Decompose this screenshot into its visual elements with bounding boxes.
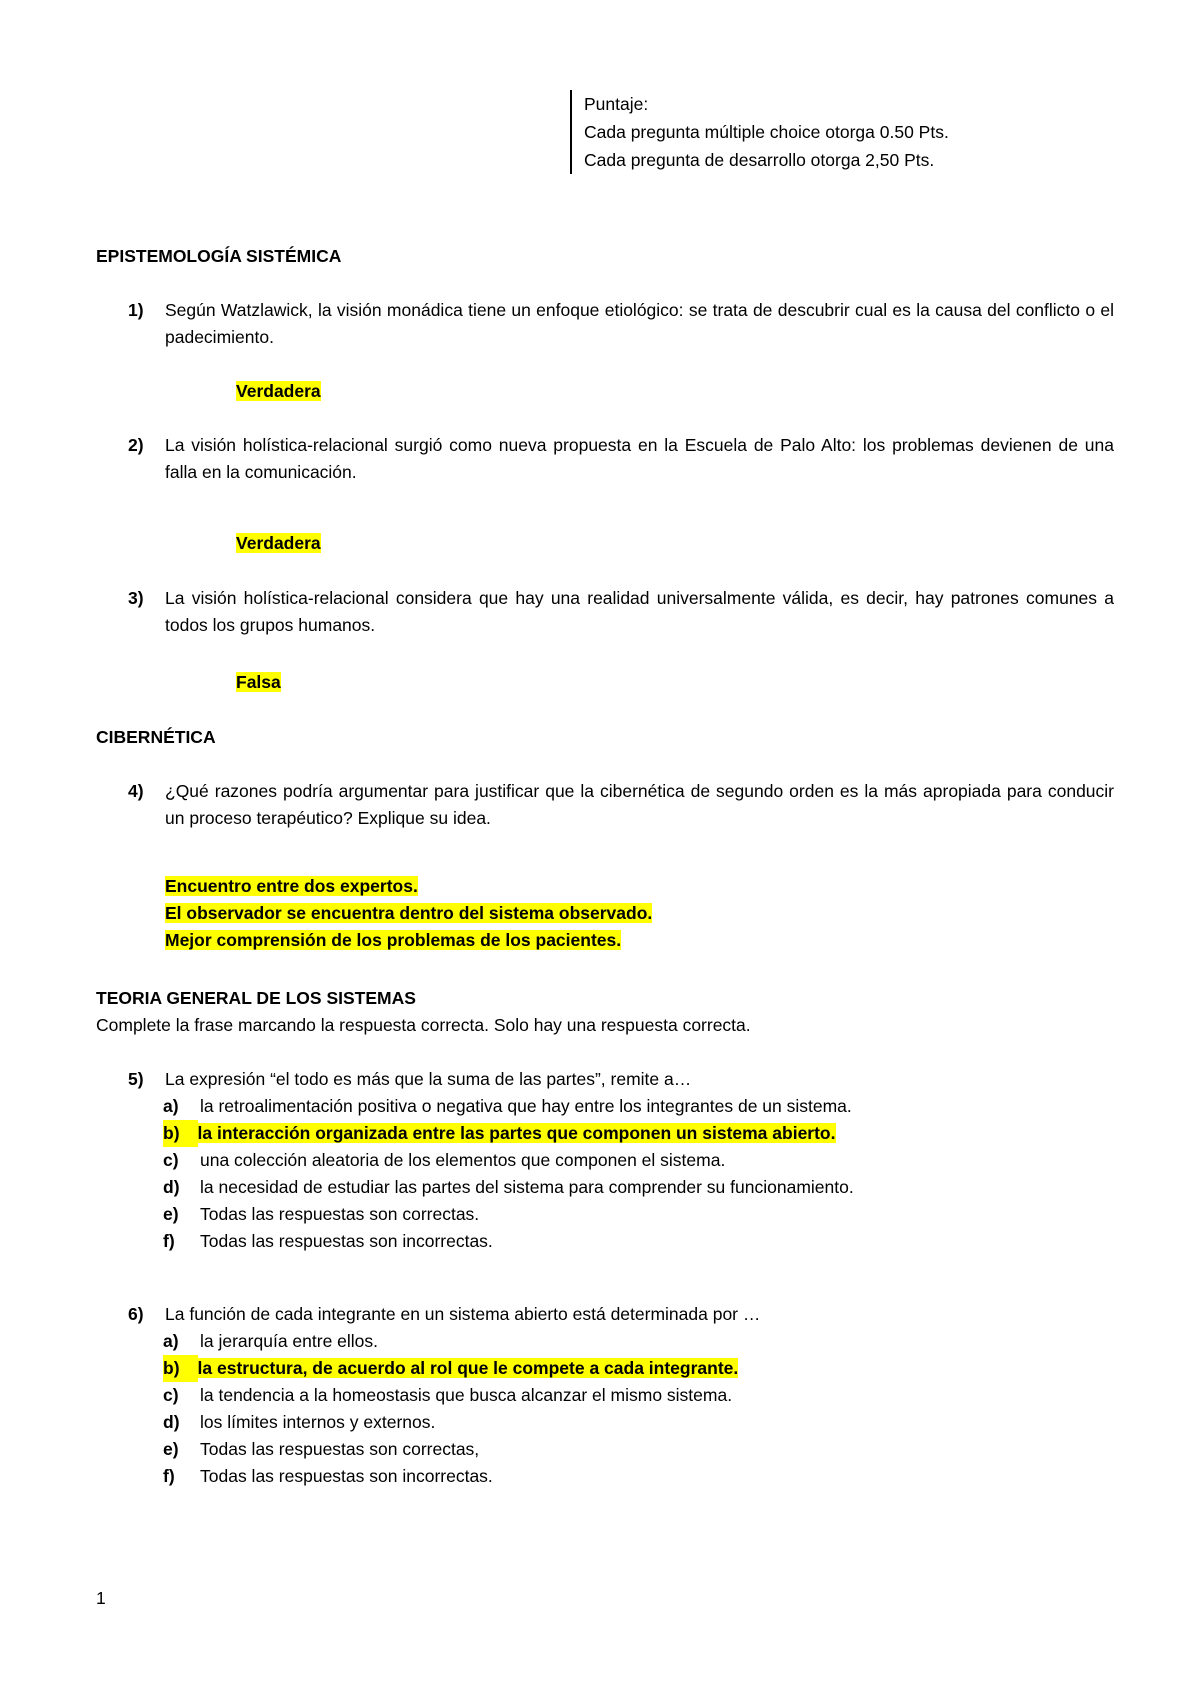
question-3-number: 3): [128, 588, 144, 608]
score-line-2: Cada pregunta de desarrollo otorga 2,50 Pts.: [584, 150, 935, 170]
question-4-text: ¿Qué razones podría argumentar para justificar que la cibernética de segundo orden es la más apropiada para conducir un proceso terapéutico? Explique su idea.: [165, 781, 1114, 828]
question-1-number: 1): [128, 300, 144, 320]
question-1-answer-wrap: [236, 378, 321, 405]
q5-option-a-letter: a): [163, 1096, 179, 1116]
score-line-1: Cada pregunta múltiple choice otorga 0.50 Pts.: [584, 122, 949, 142]
question-4-number: 4): [128, 781, 144, 801]
q5-option-e: [163, 1201, 479, 1228]
question-6: [128, 1301, 1114, 1328]
question-6-text: La función de cada integrante en un sistema abierto está determinada por …: [165, 1304, 761, 1324]
q5-option-e-text: Todas las respuestas son correctas.: [200, 1204, 480, 1224]
question-4-answer-line-2: El observador se encuentra dentro del sistema observado.: [165, 903, 653, 923]
q6-option-c: [163, 1382, 732, 1409]
q5-option-d-text: la necesidad de estudiar las partes del sistema para comprender su funcionamiento.: [200, 1177, 854, 1197]
section-heading-tgs: TEORIA GENERAL DE LOS SISTEMAS: [96, 988, 416, 1008]
question-1-answer: Verdadera: [236, 381, 321, 401]
question-4-answer-wrap: [165, 873, 652, 954]
question-3-text: La visión holística-relacional considera que hay una realidad universalmente válida, es decir, hay patrones comunes a todos los grupos humanos.: [165, 588, 1114, 635]
q6-option-d-letter: d): [163, 1412, 180, 1432]
question-3-answer: Falsa: [236, 672, 281, 692]
q5-option-a-text: la retroalimentación positiva o negativa que hay entre los integrantes de un sistema.: [200, 1096, 852, 1116]
q5-option-c: [163, 1147, 725, 1174]
question-5-number: 5): [128, 1069, 144, 1089]
question-3: [128, 585, 1114, 639]
q6-option-e-text: Todas las respuestas son correctas,: [200, 1439, 480, 1459]
question-2: [128, 432, 1114, 486]
page-number: 1: [96, 1588, 106, 1608]
q6-option-f-text: Todas las respuestas son incorrectas.: [200, 1466, 493, 1486]
q5-option-c-letter: c): [163, 1150, 179, 1170]
question-2-text: La visión holística-relacional surgió como nueva propuesta en la Escuela de Palo Alto: los problemas devienen de una falla en la comunicación.: [165, 435, 1114, 482]
question-4-answer-line-1: Encuentro entre dos expertos.: [165, 876, 418, 896]
q6-option-d-text: los límites internos y externos.: [200, 1412, 436, 1432]
q6-option-c-letter: c): [163, 1385, 179, 1405]
question-5-text: La expresión “el todo es más que la suma de las partes”, remite a…: [165, 1069, 692, 1089]
q5-option-a: [163, 1093, 852, 1120]
q6-option-f-letter: f): [163, 1466, 175, 1486]
q5-option-f-text: Todas las respuestas son incorrectas.: [200, 1231, 493, 1251]
q6-option-e-letter: e): [163, 1439, 179, 1459]
section-heading-cibernetica: CIBERNÉTICA: [96, 727, 216, 747]
q5-option-d-letter: d): [163, 1177, 180, 1197]
q5-option-b-letter: b): [163, 1120, 198, 1147]
question-2-number: 2): [128, 435, 144, 455]
question-4: [128, 778, 1114, 832]
question-3-answer-wrap: [236, 669, 281, 696]
question-2-answer: Verdadera: [236, 533, 321, 553]
q5-option-b-correct: [163, 1120, 836, 1147]
q5-option-b-text: la interacción organizada entre las partes que componen un sistema abierto.: [197, 1123, 836, 1143]
q6-option-e: [163, 1436, 479, 1463]
q5-option-d: [163, 1174, 854, 1201]
q5-option-e-letter: e): [163, 1204, 179, 1224]
question-2-answer-wrap: [236, 530, 321, 557]
q5-option-f: [163, 1228, 493, 1255]
q5-option-f-letter: f): [163, 1231, 175, 1251]
question-1-text: Según Watzlawick, la visión monádica tiene un enfoque etiológico: se trata de descubrir cual es la causa del conflicto o el padecimiento.: [165, 300, 1114, 347]
section-instructions: Complete la frase marcando la respuesta correcta. Solo hay una respuesta correcta.: [96, 1015, 751, 1035]
score-title: Puntaje:: [584, 94, 649, 114]
q6-option-b-text: la estructura, de acuerdo al rol que le compete a cada integrante.: [197, 1358, 739, 1378]
q6-option-b-correct: [163, 1355, 738, 1382]
q6-option-a-letter: a): [163, 1331, 179, 1351]
question-4-answer-line-3: Mejor comprensión de los problemas de los pacientes.: [165, 930, 622, 950]
q6-option-a: [163, 1328, 378, 1355]
q6-option-f: [163, 1463, 493, 1490]
q6-option-d: [163, 1409, 435, 1436]
q6-option-c-text: la tendencia a la homeostasis que busca alcanzar el mismo sistema.: [200, 1385, 733, 1405]
question-6-number: 6): [128, 1304, 144, 1324]
question-5: [128, 1066, 1114, 1093]
score-box: [570, 90, 1084, 174]
q6-option-b-letter: b): [163, 1355, 198, 1382]
question-1: [128, 297, 1114, 351]
q6-option-a-text: la jerarquía entre ellos.: [200, 1331, 379, 1351]
q5-option-c-text: una colección aleatoria de los elementos que componen el sistema.: [200, 1150, 726, 1170]
section-heading-epistemologia: EPISTEMOLOGÍA SISTÉMICA: [96, 246, 342, 266]
